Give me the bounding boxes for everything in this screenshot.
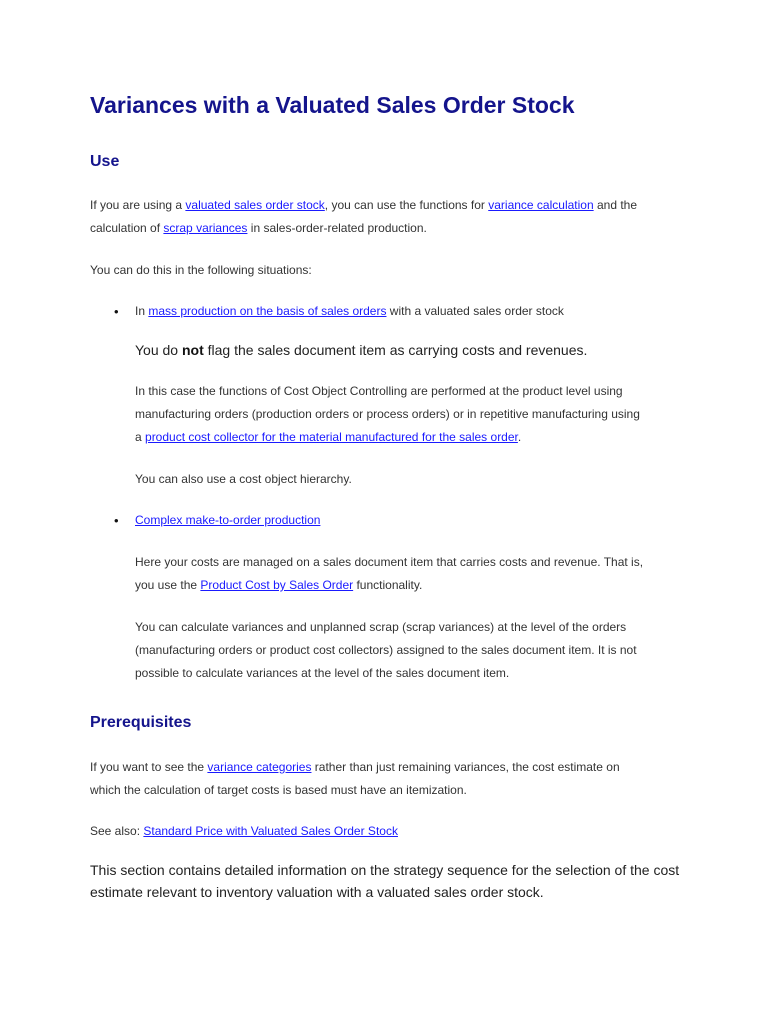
section-info-line-2: estimate relevant to inventory valuation with a valuated sales order stock. bbox=[90, 884, 544, 900]
case-line-3 bbox=[135, 426, 521, 449]
link-product-cost-collector[interactable]: product cost collector for the material manufactured for the sales order bbox=[145, 430, 518, 444]
bullet-marker: • bbox=[114, 304, 119, 319]
calc-line-1: You can calculate variances and unplanned scrap (scrap variances) at the level of the orders bbox=[135, 620, 627, 634]
link-variance-calculation[interactable]: variance calculation bbox=[488, 198, 594, 212]
link-product-cost-by-sales-order[interactable]: Product Cost by Sales Order bbox=[200, 578, 354, 592]
situations-text: You can do this in the following situations: bbox=[90, 263, 312, 277]
calc-line-2: (manufacturing orders or product cost collectors) assigned to the sales document item. It is not bbox=[135, 643, 637, 657]
case-line-2: manufacturing orders (production orders or process orders) or in repetitive manufacturing using bbox=[135, 407, 640, 421]
text: In bbox=[135, 304, 149, 318]
text: and the bbox=[593, 198, 638, 212]
link-variance-categories[interactable]: variance categories bbox=[207, 760, 312, 774]
link-complex-make-to-order[interactable]: Complex make-to-order production bbox=[135, 513, 321, 527]
text: If you want to see the bbox=[90, 760, 208, 774]
link-mass-production[interactable]: mass production on the basis of sales orders bbox=[148, 304, 387, 318]
link-scrap-variances[interactable]: scrap variances bbox=[163, 221, 248, 235]
page-title: Variances with a Valuated Sales Order Stock bbox=[90, 92, 575, 118]
section-info-line-1: This section contains detailed information on the strategy sequence for the selection of the cost bbox=[90, 862, 680, 878]
text: functionality. bbox=[353, 578, 423, 592]
managed-line-2 bbox=[135, 574, 422, 597]
prereq-line-2: which the calculation of target costs is based must have an itemization. bbox=[90, 783, 467, 797]
see-also bbox=[90, 820, 398, 843]
text: If you are using a bbox=[90, 198, 186, 212]
prereq-line-1 bbox=[90, 756, 620, 779]
bullet-1-text bbox=[135, 300, 564, 323]
text: with a valuated sales order stock bbox=[386, 304, 564, 318]
bullet-2-text bbox=[135, 509, 320, 532]
use-intro-line-2 bbox=[90, 217, 427, 240]
link-valuated-sales-order-stock[interactable]: valuated sales order stock bbox=[185, 198, 325, 212]
link-standard-price[interactable]: Standard Price with Valuated Sales Order Stock bbox=[143, 824, 398, 838]
text: calculation of bbox=[90, 221, 164, 235]
text: rather than just remaining variances, the cost estimate on bbox=[311, 760, 620, 774]
text: , you can use the functions for bbox=[324, 198, 489, 212]
text: flag the sales document item as carrying costs and revenues. bbox=[203, 342, 588, 358]
text: You do bbox=[135, 342, 182, 358]
managed-line-1: Here your costs are managed on a sales document item that carries costs and revenue. That is, bbox=[135, 555, 644, 569]
flag-note bbox=[135, 339, 587, 361]
emphasis-not: not bbox=[181, 342, 204, 358]
section-heading-use: Use bbox=[90, 153, 120, 170]
hierarchy-text: You can also use a cost object hierarchy. bbox=[135, 472, 352, 486]
text: See also: bbox=[90, 824, 144, 838]
use-intro-line-1 bbox=[90, 194, 637, 217]
text: you use the bbox=[135, 578, 201, 592]
bullet-marker: • bbox=[114, 513, 119, 528]
case-line-1: In this case the functions of Cost Object Controlling are performed at the product level using bbox=[135, 384, 623, 398]
text: in sales-order-related production. bbox=[247, 221, 427, 235]
calc-line-3: possible to calculate variances at the level of the sales document item. bbox=[135, 666, 510, 680]
text: a bbox=[135, 430, 146, 444]
section-heading-prerequisites: Prerequisites bbox=[90, 714, 192, 731]
text: . bbox=[517, 430, 522, 444]
